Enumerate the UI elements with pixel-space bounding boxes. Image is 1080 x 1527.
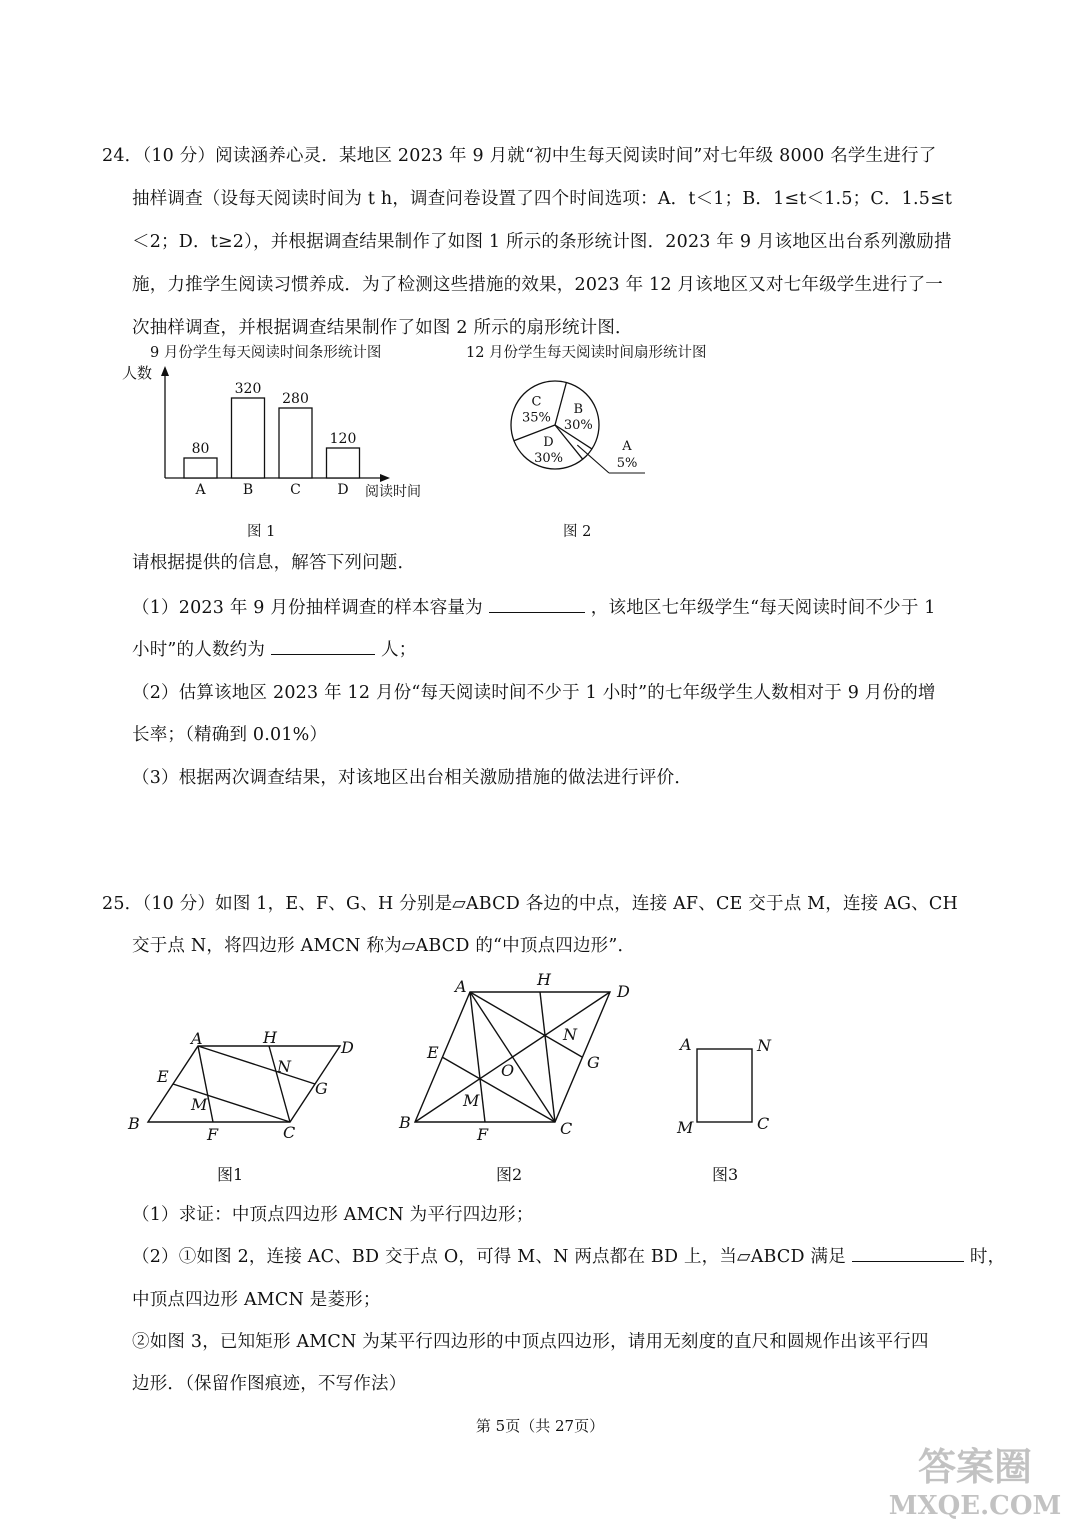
fig2-label-H: H	[537, 970, 551, 989]
q25-part1: （1）求证：中顶点四边形 AMCN 为平行四边形；	[132, 1205, 534, 1225]
fig2-label-F: F	[477, 1125, 489, 1144]
bar-B	[232, 398, 265, 478]
fig2-label-E: E	[427, 1043, 439, 1062]
q24-part1	[132, 594, 936, 619]
fig1-label-C: C	[283, 1123, 296, 1142]
slice-label-D: D	[543, 435, 554, 451]
page-footer: 第 5页（共 27页）	[475, 1417, 605, 1435]
q24-line-3: ＜2；D．t≥2），并根据调查结果制作了如图 1 所示的条形统计图．2023 年 9 月该地区出台系列激励措	[132, 232, 952, 252]
q24-part1-d: 人；	[381, 640, 417, 660]
data-label-C: 280	[282, 391, 309, 407]
q25-figure-3	[675, 1032, 785, 1142]
y-axis-label: 人数	[122, 364, 153, 382]
fig1-label-G: G	[315, 1079, 328, 1098]
slice-label-C: C	[531, 394, 542, 410]
x-axis-label: 阅读时间	[365, 484, 421, 500]
q24-part2-b: 长率；（精确到 0.01%）	[132, 725, 328, 745]
chart2-title: 12 月份学生每天阅读时间扇形统计图	[466, 345, 707, 361]
x-axis-arrow	[380, 474, 390, 482]
answer-blank-2[interactable]	[271, 640, 375, 655]
fig1-label-D: D	[341, 1038, 354, 1057]
slice-label-B: B	[573, 402, 584, 418]
chart1-title: 9 月份学生每天阅读时间条形统计图	[150, 345, 382, 361]
answer-blank-3[interactable]	[852, 1247, 964, 1262]
q25-fig1-caption: 图1	[217, 1165, 244, 1184]
tick-label-D: D	[337, 482, 349, 498]
q24-line-5: 次抽样调查，并根据调查结果制作了如图 2 所示的扇形统计图．	[132, 318, 633, 338]
q24-part1-cont	[132, 636, 416, 661]
fig1-label-N: N	[277, 1057, 291, 1076]
fig3-label-M: M	[677, 1118, 694, 1137]
fig2-label-G: G	[587, 1053, 600, 1072]
fig1-label-A: A	[191, 1029, 203, 1048]
watermark-line2: MXQE.COM	[888, 1491, 1062, 1521]
watermark-logo	[880, 1440, 1070, 1520]
slice-pct-B: 30%	[563, 418, 593, 434]
fig1-label-M: M	[191, 1095, 208, 1114]
y-axis-arrow	[161, 366, 169, 376]
tick-label-C: C	[290, 482, 301, 498]
tick-label-B: B	[242, 482, 254, 498]
watermark-line1: 答案圈	[917, 1444, 1033, 1489]
q24-part1-c: 小时”的人数约为	[132, 640, 266, 660]
fig2-label-M: M	[463, 1091, 480, 1110]
bar-D	[327, 448, 360, 478]
q25-figure-1	[125, 1028, 365, 1144]
fig1-label-B: B	[128, 1114, 140, 1133]
fig3-label-N: N	[757, 1036, 771, 1055]
q24-prompt: 请根据提供的信息，解答下列问题．	[132, 553, 416, 573]
bar-C	[279, 408, 312, 478]
q25-figure-2	[395, 970, 645, 1144]
data-label-D: 120	[329, 431, 357, 447]
q24-part3: （3）根据两次调查结果，对该地区出台相关激励措施的做法进行评价．	[132, 768, 693, 788]
q24-line-1: 24．（10 分）阅读涵养心灵．某地区 2023 年 9 月就“初中生每天阅读时间”对七年级 8000 名学生进行了	[102, 146, 937, 166]
slice-pct-D: 30%	[534, 451, 563, 467]
fig1-label-F: F	[207, 1125, 219, 1144]
fig1-label-H: H	[263, 1028, 277, 1047]
fig1-label-E: E	[157, 1067, 169, 1086]
q25-part2-e: 边形．（保留作图痕迹，不写作法）	[132, 1374, 407, 1394]
answer-blank-1[interactable]	[489, 598, 585, 613]
fig2-label-C: C	[560, 1119, 573, 1138]
fig3-label-A: A	[680, 1035, 692, 1054]
data-label-A: 80	[191, 441, 210, 457]
slice-pct-A: 5%	[616, 456, 638, 471]
fig1-caption: 图 1	[247, 524, 276, 540]
q25-part2-b: 时，	[969, 1247, 1006, 1267]
slice-label-A: A	[622, 439, 632, 454]
fig2-label-B: B	[399, 1113, 411, 1132]
fig2-label-N: N	[563, 1025, 577, 1044]
q24-line-4: 施，力推学生阅读习惯养成．为了检测这些措施的效果，2023 年 12 月该地区又对七年级学生进行了一	[132, 275, 943, 295]
fig2-label-D: D	[617, 982, 630, 1001]
tick-label-A: A	[195, 482, 206, 498]
fig2-caption: 图 2	[563, 524, 592, 540]
slice-pct-C: 35%	[521, 410, 551, 426]
data-label-B: 320	[234, 381, 262, 397]
q25-part2-d: ②如图 3，已知矩形 AMCN 为某平行四边形的中顶点四边形，请用无刻度的直尺和圆规作出该平行四	[132, 1332, 929, 1352]
fig3-label-C: C	[757, 1114, 770, 1133]
pie-chart	[500, 365, 700, 505]
bar-chart	[120, 362, 440, 502]
q25-part2-line1	[132, 1243, 1005, 1268]
q24-part2-a: （2）估算该地区 2023 年 12 月份“每天阅读时间不少于 1 小时”的七年级学生人数相对于 9 月份的增	[132, 683, 936, 703]
q25-part2-a: （2）①如图 2，连接 AC、BD 交于点 O，可得 M、N 两点都在 BD 上，当▱ABCD 满足	[132, 1247, 846, 1267]
q24-part1-a: （1）2023 年 9 月份抽样调查的样本容量为	[132, 598, 483, 618]
bar-A	[184, 458, 217, 478]
q25-line-1: 25．（10 分）如图 1，E、F、G、H 分别是▱ABCD 各边的中点，连接 AF、CE 交于点 M，连接 AG、CH	[102, 894, 958, 914]
q24-line-2: 抽样调查（设每天阅读时间为 t h，调查问卷设置了四个时间选项：A．t＜1；B．1≤t＜1.5；C．1.5≤t	[132, 189, 953, 209]
q25-part2-c: 中顶点四边形 AMCN 是菱形；	[132, 1290, 381, 1310]
fig2-label-A: A	[455, 977, 467, 996]
q24-part1-b: ，该地区七年级学生“每天阅读时间不少于 1	[590, 598, 936, 618]
q25-line-2: 交于点 N，将四边形 AMCN 称为▱ABCD 的“中顶点四边形”．	[132, 936, 636, 956]
q25-fig2-caption: 图2	[496, 1165, 523, 1184]
fig2-label-O: O	[501, 1061, 515, 1080]
q25-fig3-caption: 图3	[712, 1165, 739, 1184]
